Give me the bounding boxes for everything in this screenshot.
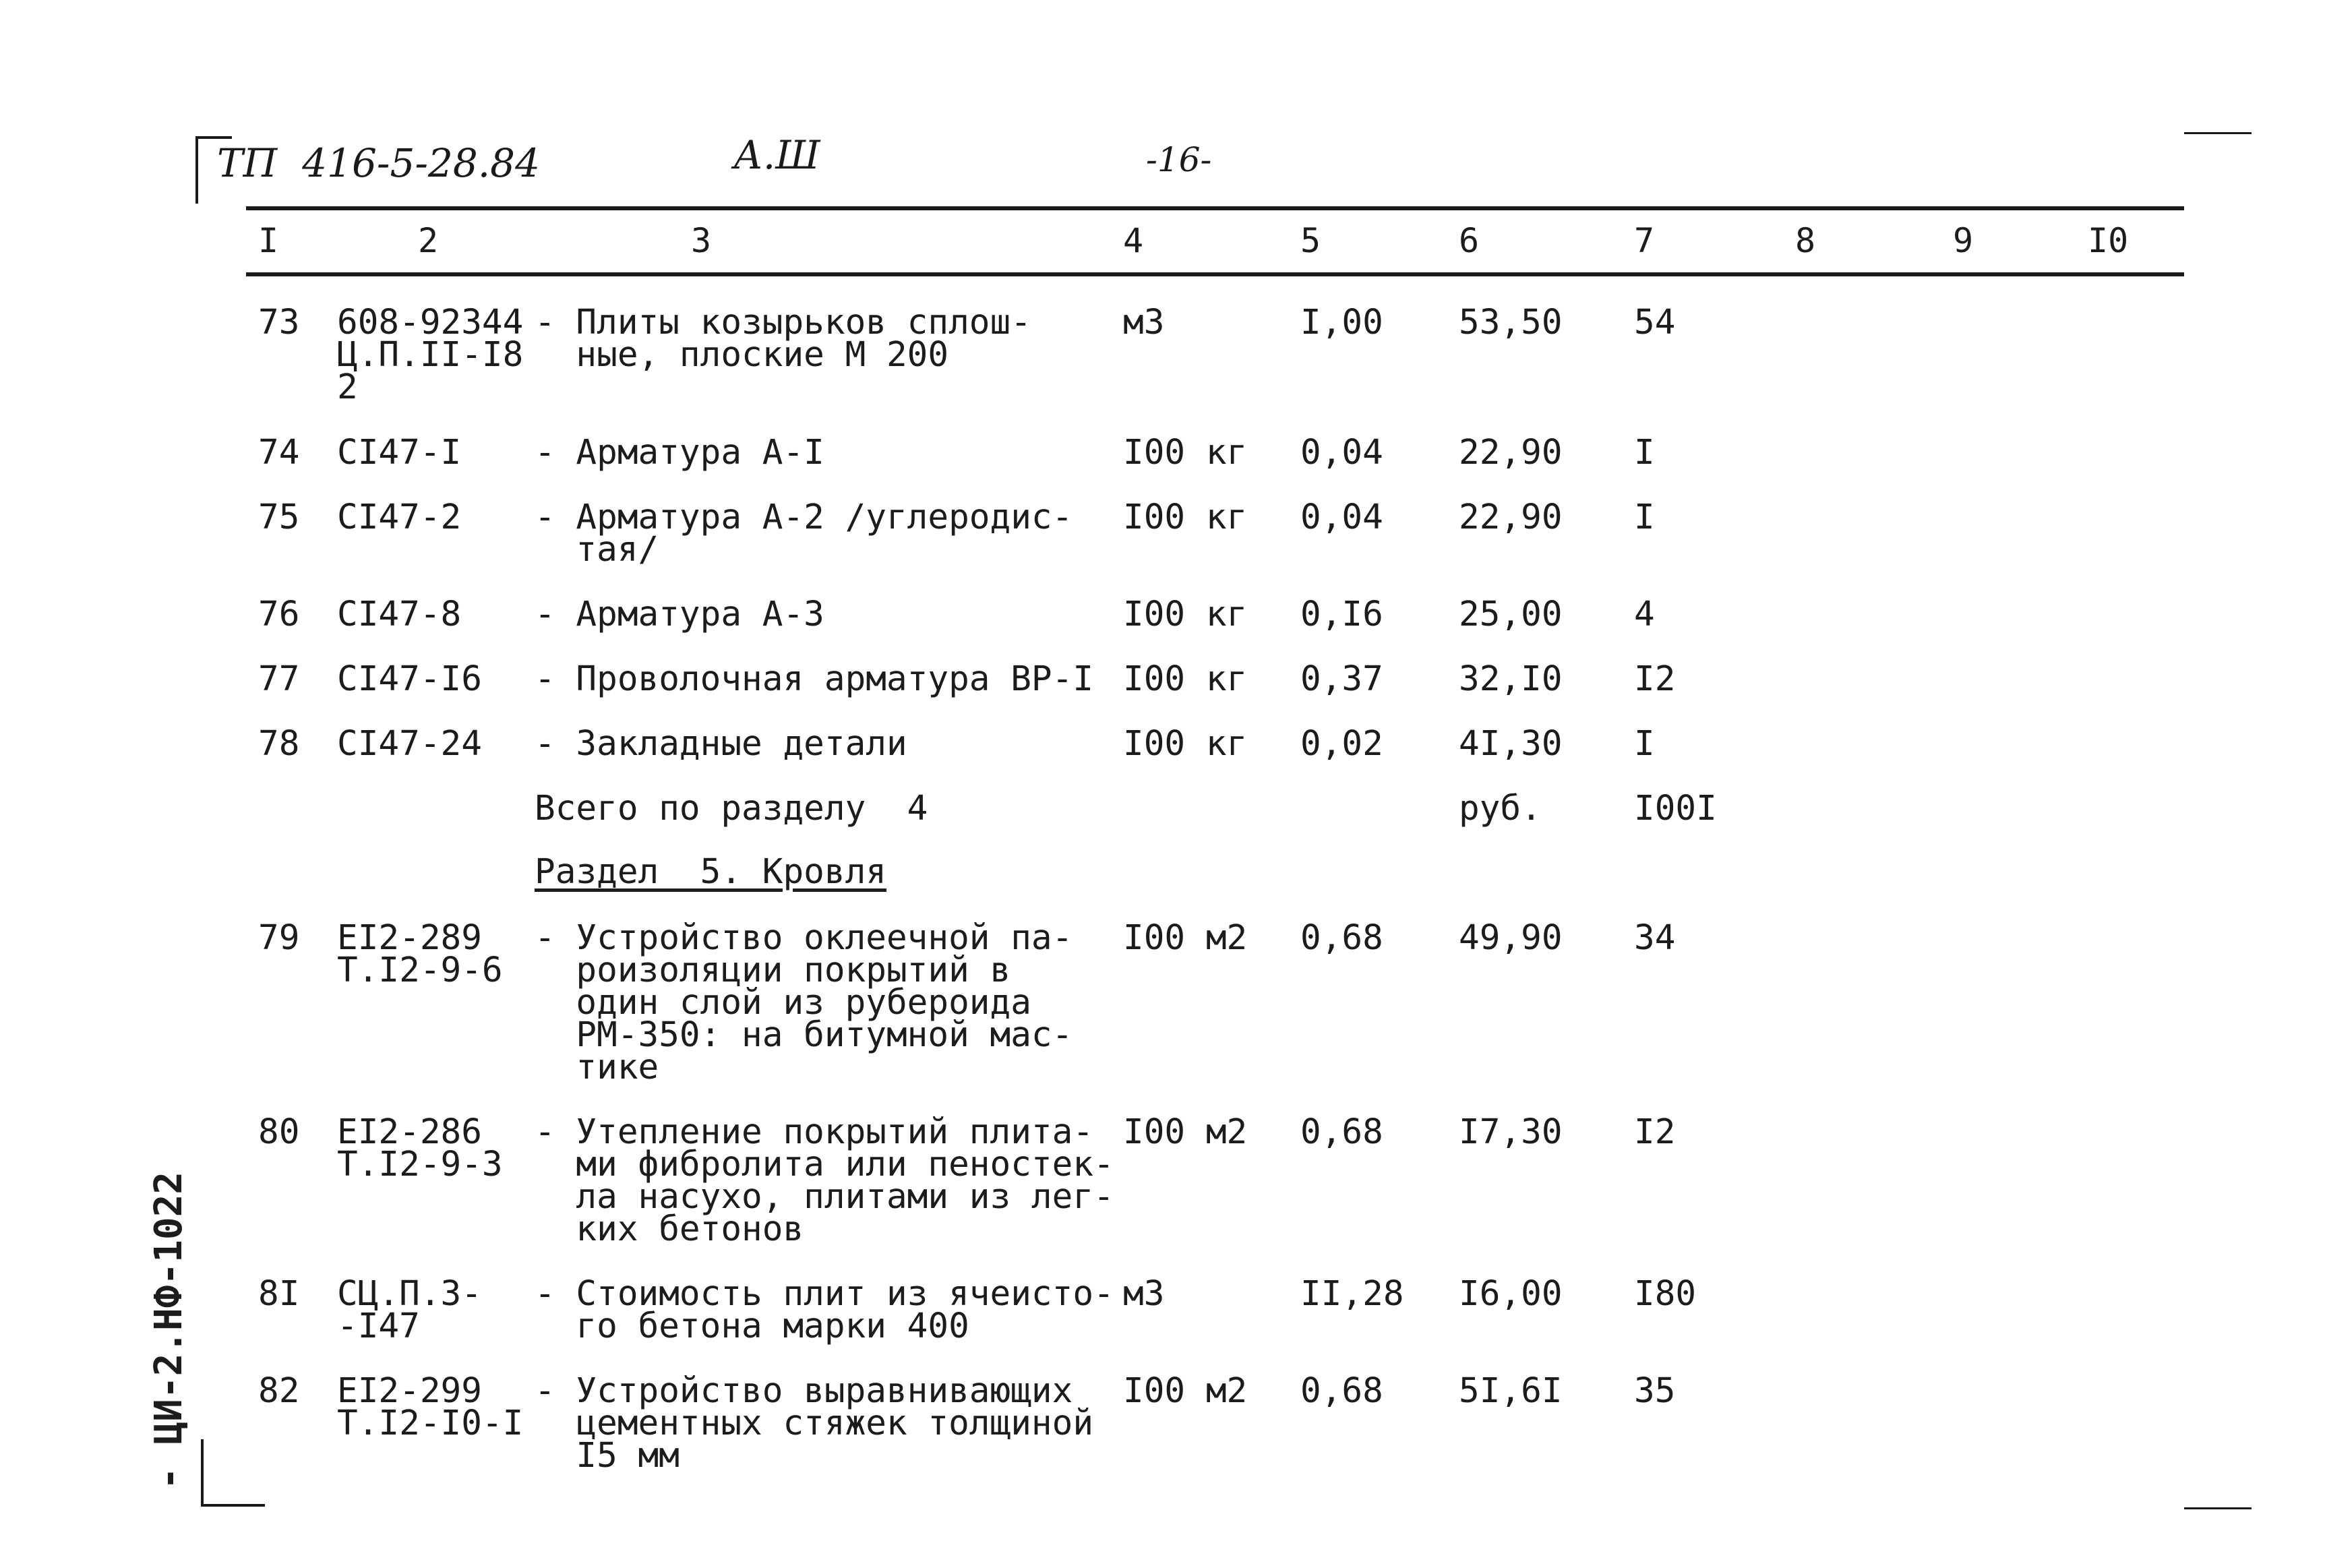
row-73-cost: 54: [1634, 303, 1676, 342]
row-75-price: 22,90: [1459, 497, 1563, 537]
row-74-qty: 0,04: [1300, 433, 1383, 473]
row-77-cost: I2: [1634, 659, 1676, 699]
row-77-price: 32,I0: [1459, 659, 1563, 699]
row-78-unit: I00 кг: [1123, 724, 1248, 764]
row-77-desc: - Проволочная арматура ВР-I: [535, 659, 1094, 699]
row-81-cost: I80: [1634, 1274, 1697, 1314]
row-80-cost: I2: [1634, 1112, 1676, 1152]
row-82-cost: 35: [1634, 1371, 1676, 1411]
row-76-num: 76: [258, 595, 300, 634]
col-header-10: I0: [2088, 221, 2129, 260]
row-81-num: 8I: [258, 1274, 300, 1314]
row-76-desc: - Арматура А-3: [535, 595, 824, 634]
col-header-4: 4: [1123, 221, 1144, 260]
row-79-num: 79: [258, 918, 300, 958]
row-75-code: CI47-2: [337, 497, 462, 537]
col-header-3: 3: [691, 221, 712, 260]
row-79-price: 49,90: [1459, 918, 1563, 958]
row-80-unit: I00 м2: [1123, 1112, 1248, 1152]
row-77-unit: I00 кг: [1123, 659, 1248, 699]
row-76-cost: 4: [1634, 595, 1655, 634]
row-80-price: I7,30: [1459, 1112, 1563, 1152]
row-74-unit: I00 кг: [1123, 433, 1248, 473]
row-74-num: 74: [258, 433, 300, 473]
col-header-5: 5: [1300, 221, 1321, 260]
row-81-code: СЦ.П.3- -I47: [337, 1274, 482, 1346]
col-header-8: 8: [1795, 221, 1816, 260]
row-79-cost: 34: [1634, 918, 1676, 958]
row-78-price: 4I,30: [1459, 724, 1563, 764]
row-78-desc: - Закладные детали: [535, 724, 907, 764]
row-77-code: CI47-I6: [337, 659, 482, 699]
row-78-num: 78: [258, 724, 300, 764]
row-82-num: 82: [258, 1371, 300, 1411]
row-73-unit: м3: [1123, 303, 1165, 342]
row-79-desc: - Устройство оклеечной па- роизоляции покрытий в один слой из рубероида РМ-350: на битумной мас- тике: [535, 918, 1073, 1087]
col-header-1: I: [258, 221, 279, 260]
row-74-price: 22,90: [1459, 433, 1563, 473]
corner-bracket-bottom-left-h: [201, 1504, 265, 1507]
row-82-code: EI2-299 Т.I2-I0-I: [337, 1371, 524, 1443]
row-73-qty: I,00: [1300, 303, 1383, 342]
row-74-cost: I: [1634, 433, 1655, 473]
row-78-code: CI47-24: [337, 724, 482, 764]
row-80-desc: - Утепление покрытий плита- ми фибролита или пеностек- ла насухо, плитами из лег- ких бетонов: [535, 1112, 1114, 1249]
corner-bracket-top: [195, 136, 232, 139]
corner-bracket-bottom-left-v: [201, 1439, 204, 1507]
row-80-num: 80: [258, 1112, 300, 1152]
col-header-6: 6: [1459, 221, 1480, 260]
document-code: ТП 416-5-28.84: [217, 140, 540, 186]
row-79-qty: 0,68: [1300, 918, 1383, 958]
row-78-cost: I: [1634, 724, 1655, 764]
col-header-9: 9: [1953, 221, 1974, 260]
row-81-unit: м3: [1123, 1274, 1165, 1314]
row-79-code: EI2-289 Т.I2-9-6: [337, 918, 503, 990]
table-header-top-line: [246, 206, 2184, 210]
row-75-num: 75: [258, 497, 300, 537]
row-77-qty: 0,37: [1300, 659, 1383, 699]
col-header-7: 7: [1634, 221, 1655, 260]
album-number: А.Ш: [733, 132, 820, 178]
row-82-desc: - Устройство выравнивающих цементных стяжек толщиной I5 мм: [535, 1371, 1094, 1476]
row-75-cost: I: [1634, 497, 1655, 537]
row-76-qty: 0,I6: [1300, 595, 1383, 634]
row-82-unit: I00 м2: [1123, 1371, 1248, 1411]
row-75-qty: 0,04: [1300, 497, 1383, 537]
row-75-desc: - Арматура А-2 /углеродис- тая/: [535, 497, 1073, 570]
row-77-num: 77: [258, 659, 300, 699]
row-80-code: EI2-286 Т.I2-9-3: [337, 1112, 503, 1184]
section-total-value: I00I: [1634, 789, 1717, 828]
row-80-qty: 0,68: [1300, 1112, 1383, 1152]
page-number: -16-: [1146, 140, 1212, 179]
table-header-bottom-line: [246, 272, 2184, 276]
row-74-code: CI47-I: [337, 433, 462, 473]
row-81-qty: II,28: [1300, 1274, 1404, 1314]
row-76-code: CI47-8: [337, 595, 462, 634]
row-81-desc: - Стоимость плит из ячеисто- го бетона марки 400: [535, 1274, 1114, 1346]
row-73-desc: - Плиты козырьков сплош- ные, плоские М 200: [535, 303, 1031, 375]
margin-mark-top-right: [2184, 132, 2252, 134]
row-73-code: 608-92344 Ц.П.II-I8 2: [337, 303, 524, 407]
row-76-price: 25,00: [1459, 595, 1563, 634]
margin-mark-bottom-right: [2184, 1507, 2252, 1509]
row-76-unit: I00 кг: [1123, 595, 1248, 634]
section-total-label: Всего по разделу 4: [535, 789, 928, 828]
side-stamp: - ЦИ-2.НФ-1022: [147, 1171, 191, 1490]
row-78-qty: 0,02: [1300, 724, 1383, 764]
row-73-price: 53,50: [1459, 303, 1563, 342]
row-81-price: I6,00: [1459, 1274, 1563, 1314]
row-82-price: 5I,6I: [1459, 1371, 1563, 1411]
row-79-unit: I00 м2: [1123, 918, 1248, 958]
row-74-desc: - Арматура А-I: [535, 433, 824, 473]
section-title: Раздел 5. Кровля: [535, 852, 886, 892]
section-total-unit: руб.: [1459, 789, 1542, 828]
row-82-qty: 0,68: [1300, 1371, 1383, 1411]
row-75-unit: I00 кг: [1123, 497, 1248, 537]
col-header-2: 2: [418, 221, 439, 260]
corner-bracket-left: [195, 136, 198, 204]
row-73-num: 73: [258, 303, 300, 342]
